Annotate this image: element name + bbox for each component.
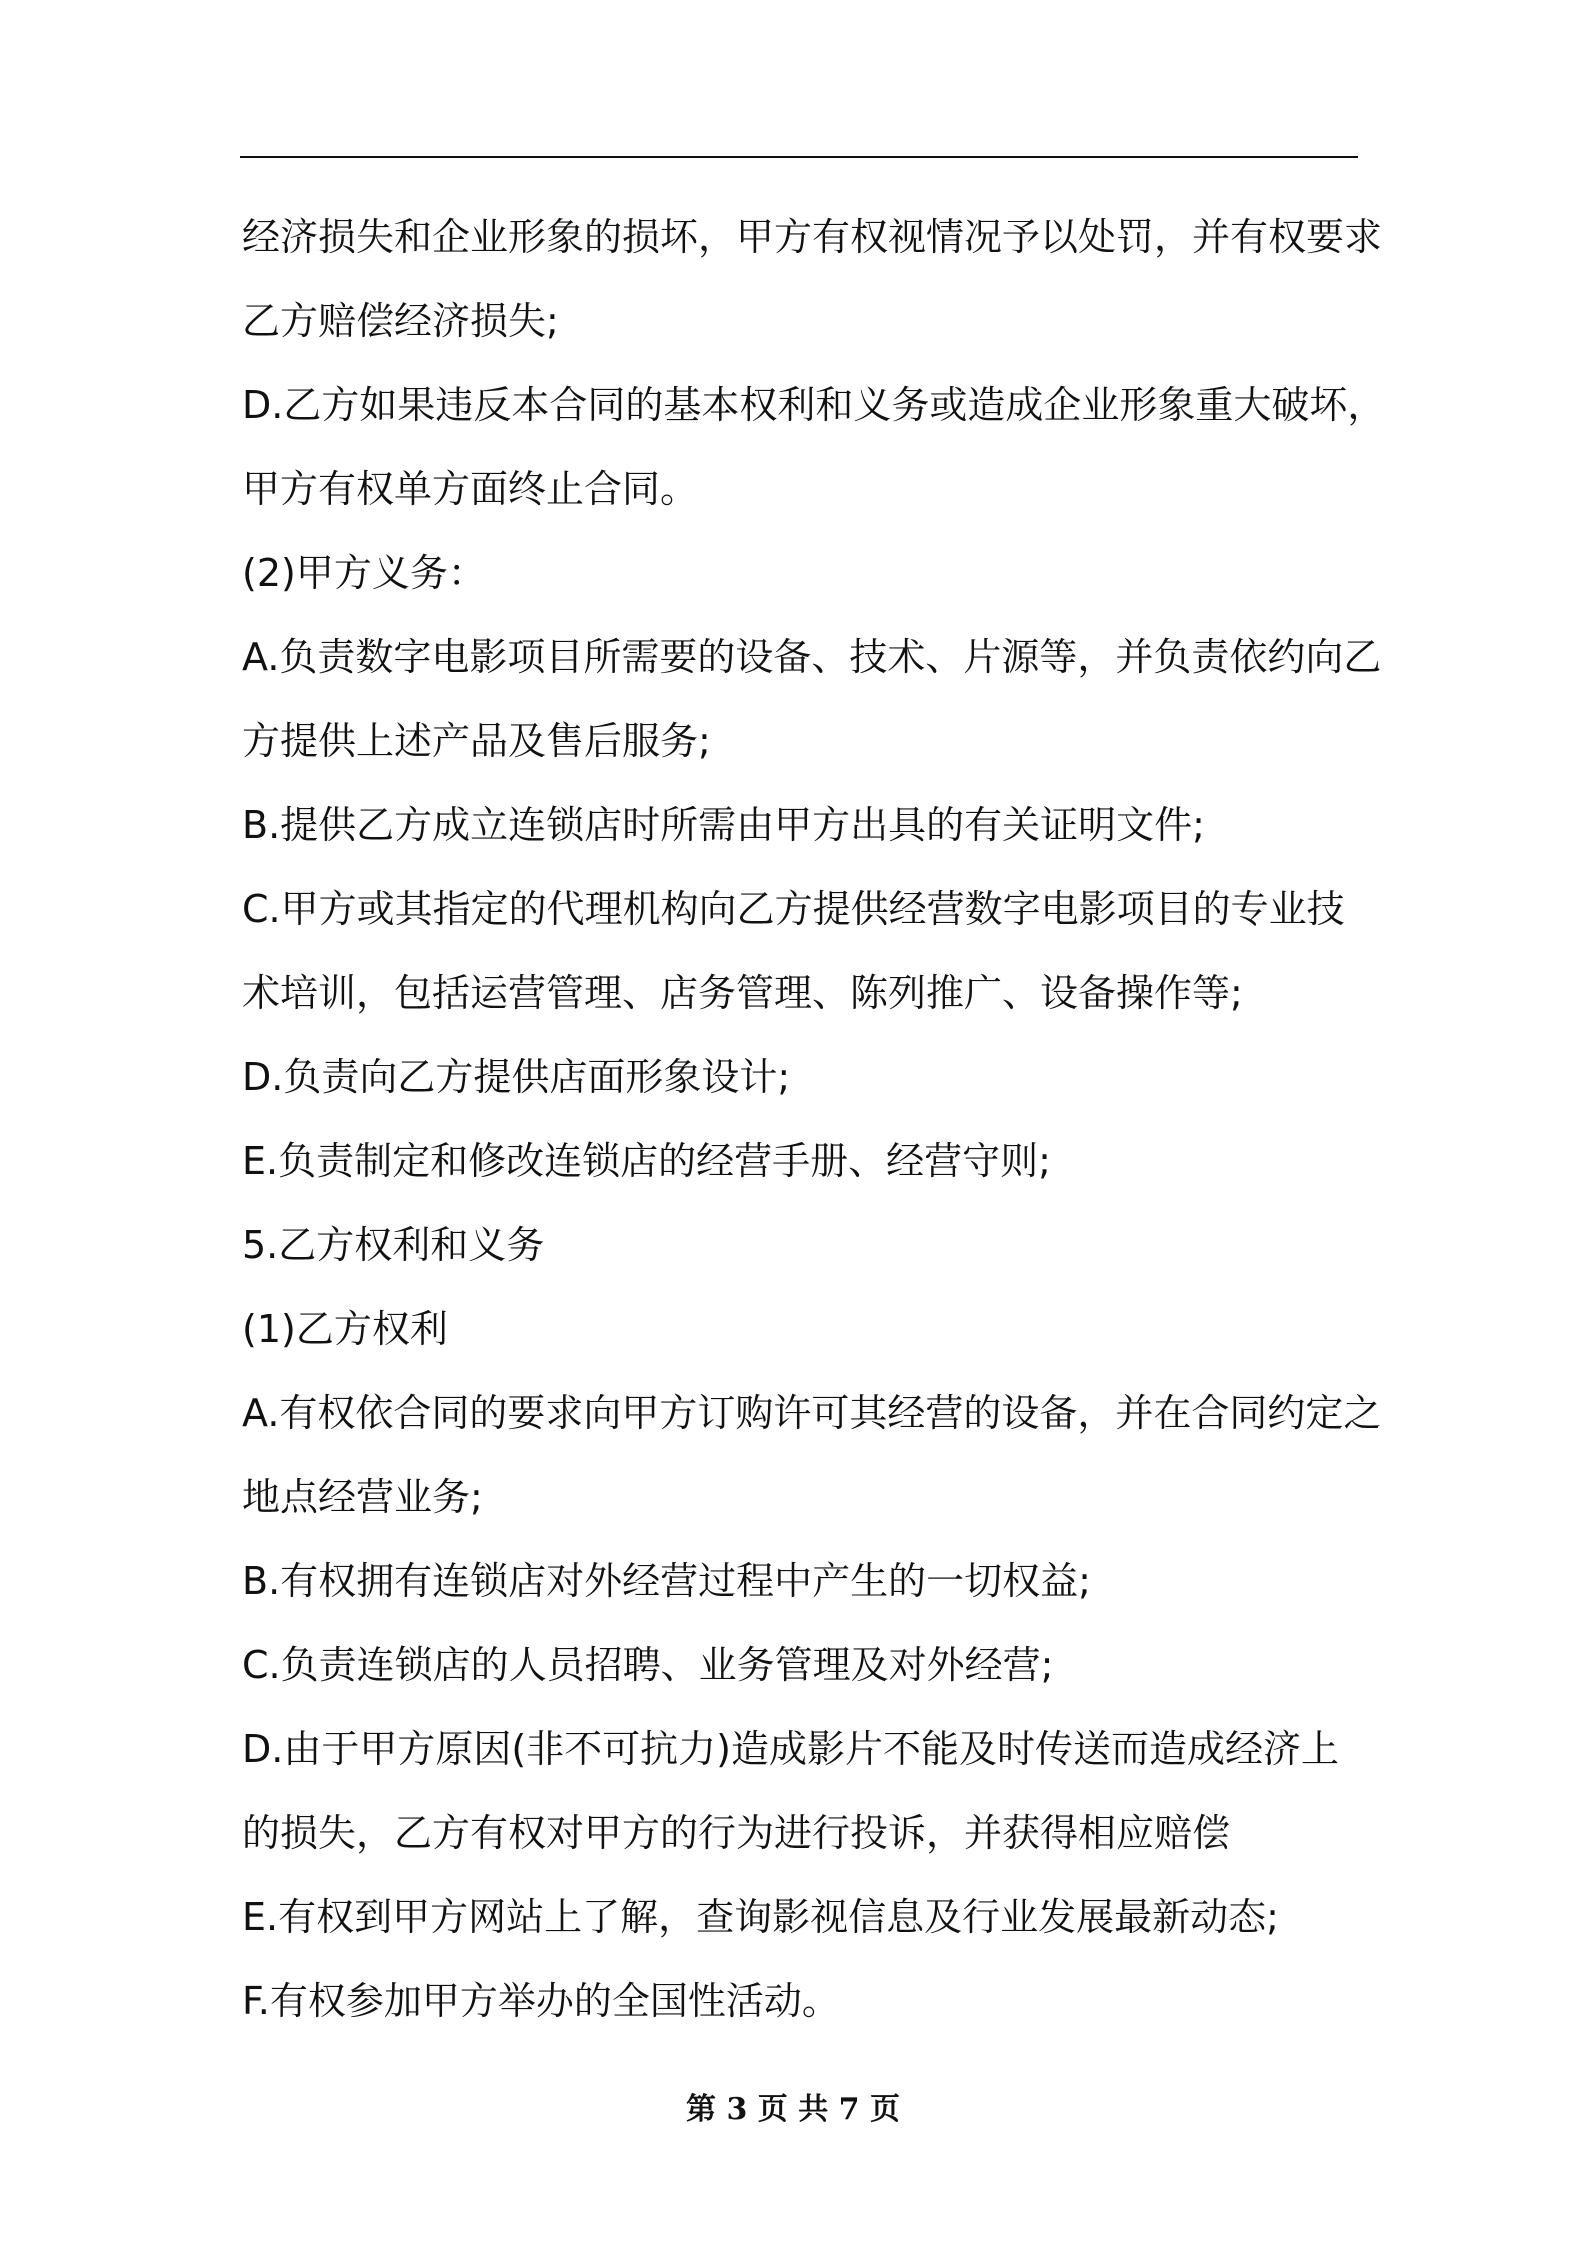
- paragraph-line: D.乙方如果违反本合同的基本权利和义务或造成企业形象重大破坏，: [242, 383, 1386, 427]
- paragraph-line: 乙方赔偿经济损失;: [242, 299, 559, 343]
- section-heading: 5.乙方权利和义务: [242, 1223, 545, 1267]
- paragraph-line: 地点经营业务;: [242, 1475, 483, 1519]
- paragraph-line: 方提供上述产品及售后服务;: [242, 719, 711, 763]
- paragraph-line: B.有权拥有连锁店对外经营过程中产生的一切权益;: [242, 1559, 1091, 1603]
- paragraph-line: F.有权参加甲方举办的全国性活动。: [242, 1979, 840, 2023]
- paragraph-line: A.有权依合同的要求向甲方订购许可其经营的设备，并在合同约定之: [242, 1391, 1382, 1435]
- paragraph-line: 经济损失和企业形象的损坏，甲方有权视情况予以处罚，并有权要求: [242, 215, 1383, 259]
- paragraph-line: D.由于甲方原因(非不可抗力)造成影片不能及时传送而造成经济上: [242, 1727, 1339, 1771]
- header-rule: [240, 156, 1358, 158]
- paragraph-line: A.负责数字电影项目所需要的设备、技术、片源等，并负责依约向乙: [242, 635, 1382, 679]
- section-heading: (2)甲方义务：: [242, 551, 486, 595]
- paragraph-line: 的损失，乙方有权对甲方的行为进行投诉，并获得相应赔偿: [242, 1811, 1231, 1855]
- paragraph-line: 术培训，包括运营管理、店务管理、陈列推广、设备操作等;: [242, 971, 1243, 1015]
- paragraph-line: D.负责向乙方提供店面形象设计;: [242, 1055, 791, 1099]
- paragraph-line: C.甲方或其指定的代理机构向乙方提供经营数字电影项目的专业技: [242, 887, 1345, 931]
- paragraph-line: B.提供乙方成立连锁店时所需由甲方出具的有关证明文件;: [242, 803, 1205, 847]
- paragraph-line: E.有权到甲方网站上了解，查询影视信息及行业发展最新动态;: [242, 1895, 1279, 1939]
- paragraph-line: 甲方有权单方面终止合同。: [242, 467, 699, 511]
- section-heading: (1)乙方权利: [242, 1307, 448, 1351]
- paragraph-line: E.负责制定和修改连锁店的经营手册、经营守则;: [242, 1139, 1051, 1183]
- paragraph-line: C.负责连锁店的人员招聘、业务管理及对外经营;: [242, 1643, 1054, 1687]
- page-number: 第 3 页 共 7 页: [686, 2092, 900, 2127]
- document-body: [242, 195, 1386, 2043]
